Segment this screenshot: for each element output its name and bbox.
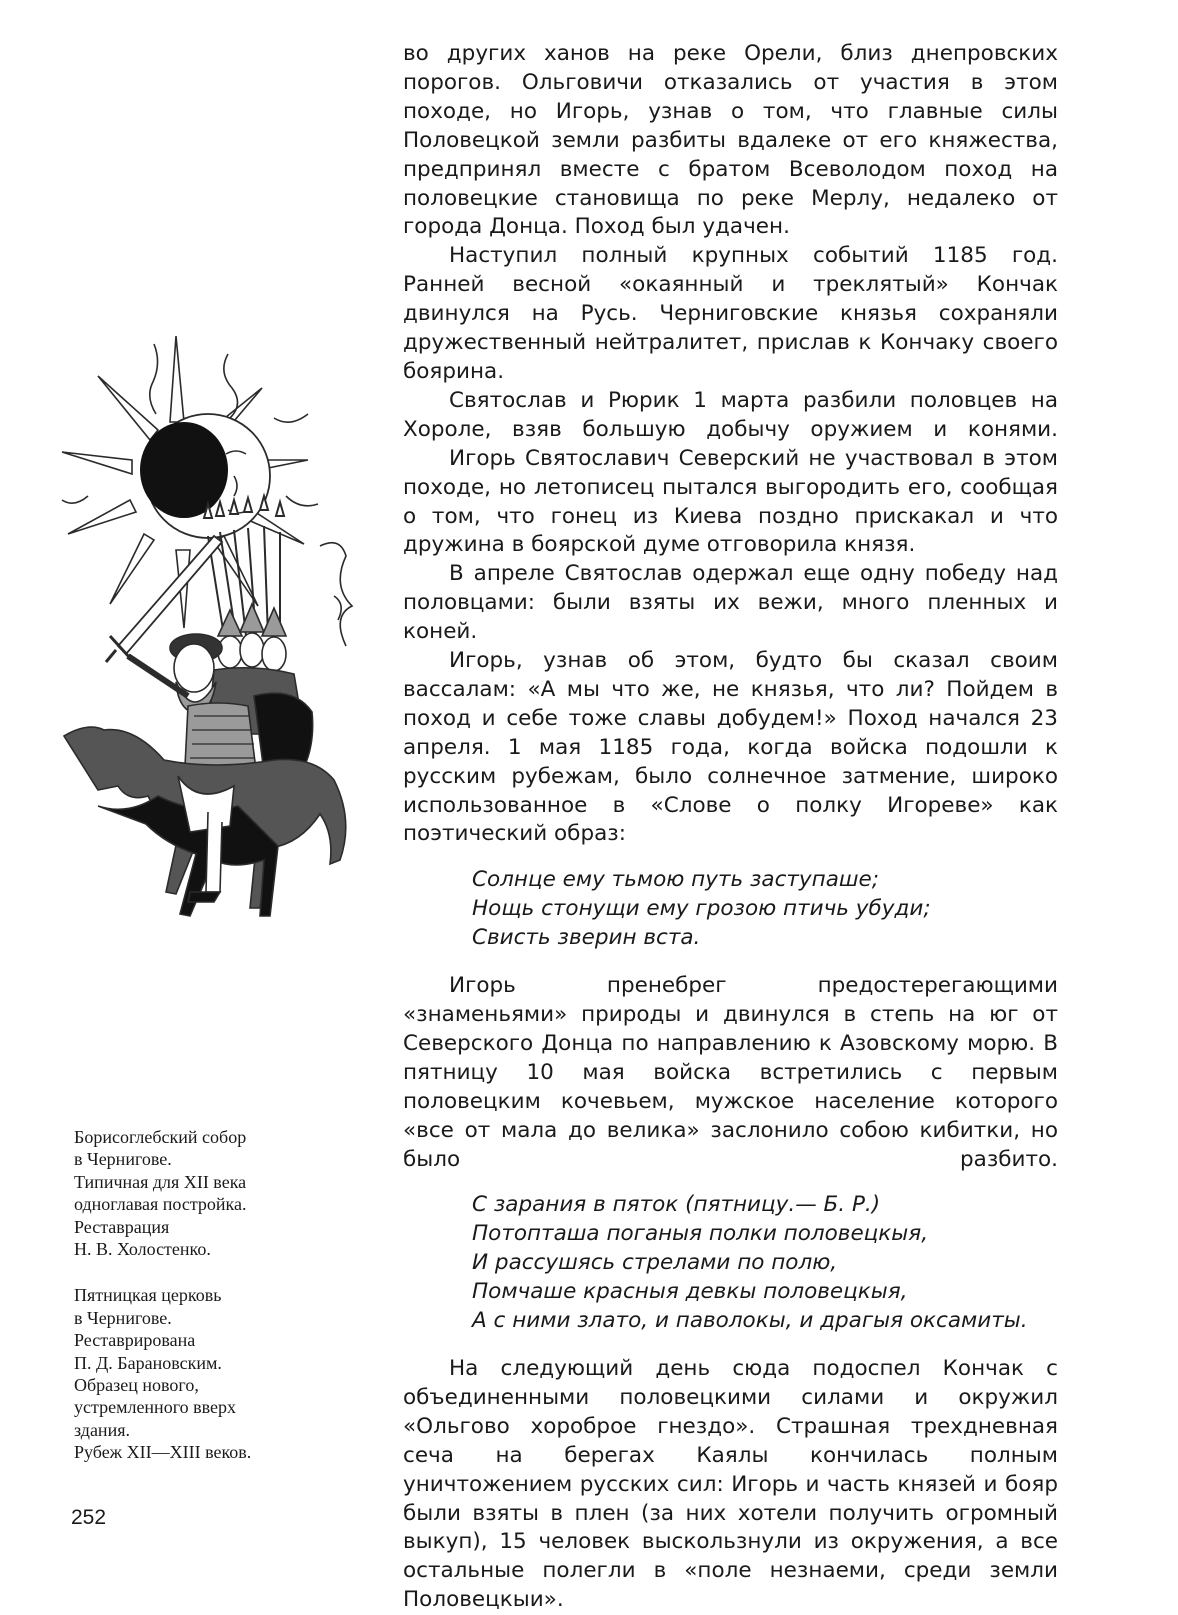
main-text [403,40,1058,1615]
paragraph: Наступил полный крупных событий 1185 год. Ранней весной «окаянный и треклятый» Кончак двинулся на Русь. Черниговские князья сохраняли дружественный нейтралитет, прислав к Кончаку своего боярина. [403,243,1058,384]
caption-borisoglebsky [74,1126,364,1260]
caption-line: Реставрация [74,1216,170,1237]
verse-eclipse [472,866,1058,953]
verse-line: А с ними злато, и паволокы, и драгыя оксамиты. [472,1308,1028,1334]
paragraph: во других ханов на реке Орели, близ днепровских порогов. Ольговичи отказались от участия в этом походе, но Игорь, узнав о том, что главные силы Половецкой земли разбиты вдалеке от его княжества, предпринял вместе с братом Всеволодом поход на половецкие становища по реке Мерлу, недалеко от города Донца. Поход был удачен. [403,41,1058,240]
caption-line: одноглавая постройка. [74,1194,247,1215]
caption-line: Н. В. Холостенко. [74,1239,211,1260]
caption-line: в Чернигове. [74,1307,172,1328]
caption-line: Борисоглебский собор [74,1127,247,1147]
verse-line: Помчаше красныя девкы половецкыя, [472,1279,908,1305]
caption-pyatnitskaya [74,1284,364,1463]
eclipse-moon [140,422,228,518]
paragraph: Игорь пренебрег предостерегающими «знаменьями» природы и двинулся в степь на юг от Северского Донца по направлению к Азовскому морю. В пятницу 10 мая войска встретились с первым половецким кочевьем, мужское население которого «все от мала до велика» заслонило собою кибитки, но было разбито. [403,973,1058,1172]
paragraph: Игорь, узнав об этом, будто бы сказал своим вассалам: «А мы что же, не князья, что ли? Пойдем в поход и себе тоже славы добудем!» Поход начался 23 апреля. 1 мая 1185 года, когда войска подошли к русским рубежам, было солнечное затмение, широко использованное в «Слове о полку Игореве» как поэтический образ: [403,648,1058,847]
caption-line: Реставрирована [74,1330,196,1351]
verse-line: Свисть зверин вста. [472,925,701,951]
verse-line: И рассушясь стрелами по полю, [472,1250,838,1276]
page-number: 252 [71,1506,107,1529]
paragraph: Игорь Святославич Северский не участвовал в этом походе, но летописец пытался выгородить его, сообщая о том, что гонец из Киева поздно прискакал и что дружина в боярской думе отговорила князя. [403,445,1058,558]
paragraph: В апреле Святослав одержал еще одну победу над половцами: были взяты их вежи, много пленных и коней. [403,561,1058,645]
paragraph: На следующий день сюда подоспел Кончак с объединенными половецкими силами и окружил «Ольгово хороброе гнездо». Страшная трехдневная сеча на берегах Каялы кончилась полным уничтожением русских сил: Игорь и часть князей и бояр были взяты в плен (за них хотели получить огромный выкуп), 15 человек выскользнули из окружения, а все остальные полегли в «поле незнаеми, среди земли Половецкыи». [403,1355,1058,1613]
caption-line: Пятницкая церковь [74,1285,222,1306]
verse-line: Нощь стонущи ему грозою птичь убуди; [472,896,931,922]
caption-line: П. Д. Барановским. [74,1352,222,1373]
caption-line: устремленного вверх [74,1397,237,1418]
verse-line: Потопташа поганыя полки половецкыя, [472,1221,929,1247]
banner-wave [320,543,352,646]
caption-line: здания. [74,1419,130,1440]
caption-line: Типичная для XII века [74,1171,247,1192]
caption-line: Рубеж XII—XIII веков. [74,1442,252,1463]
verse-line: Солнце ему тьмою путь заступаше; [472,867,880,893]
verse-battle [472,1191,1058,1336]
eclipse-riders-illustration [58,336,368,940]
caption-line: Образец нового, [74,1375,199,1396]
paragraph: Святослав и Рюрик 1 марта разбили половцев на Хороле, взяв большую добычу оружием и конями. [403,387,1058,442]
verse-line: С зарания в пяток (пятницу.— Б. Р.) [472,1192,881,1218]
captions-block [74,1126,364,1464]
caption-line: в Чернигове. [74,1149,172,1170]
